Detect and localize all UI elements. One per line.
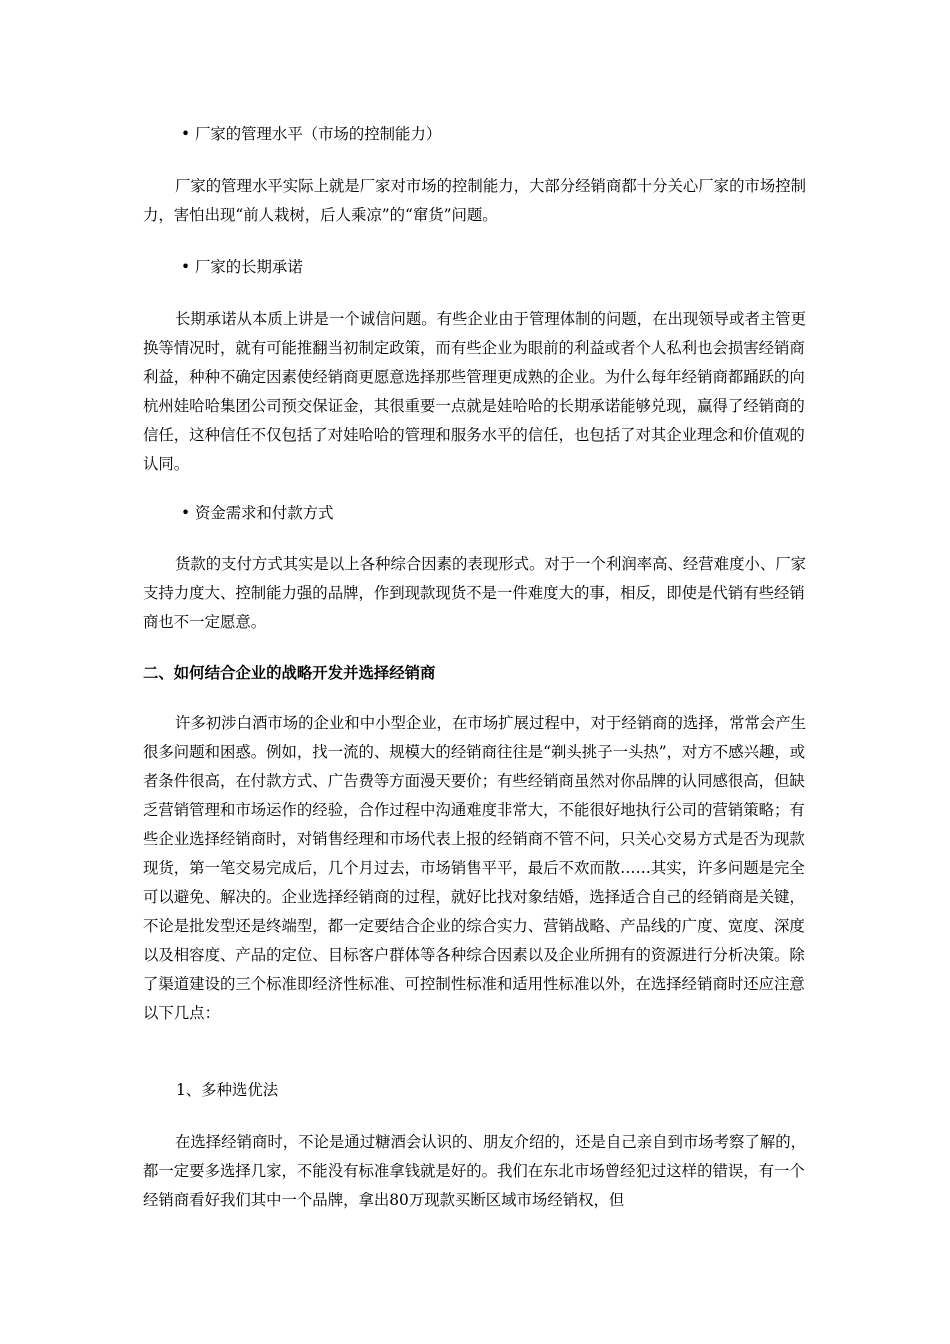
paragraph-dealer-selection: 许多初涉白酒市场的企业和中小型企业，在市场扩展过程中，对于经销商的选择，常常会产生很多问题和困惑。例如，找一流的、规模大的经销商往往是“剃头挑子一头热”，对方不感兴趣，或者条件很高，在付款方式、广告费等方面漫天要价；有些经销商虽然对你品牌的认同感很高，但缺乏营销管理和市场运作的经验，合作过程中沟通难度非常大，不能很好地执行公司的营销策略；有些企业选择经销商时，对销售经理和市场代表上报的经销商不管不问，只关心交易方式是否为现款现货，第一笔交易完成后，几个月过去，市场销售平平，最后不欢而散……其实，许多问题是完全可以避免、解决的。企业选择经销商的过程，就好比找对象结婚，选择适合自己的经销商是关键，不论是批发型还是终端型，都一定要结合企业的综合实力、营销战略、产品线的广度、宽度、深度以及相容度、产品的定位、目标客户群体等各种综合因素以及企业所拥有的资源进行分析决策。除了渠道建设的三个标准即经济性标准、可控制性标准和适用性标准以外，在选择经销商时还应注意以下几点： — [143, 714, 807, 1022]
bullet-management-level: • 厂家的管理水平（市场的控制能力） — [181, 125, 442, 143]
paragraph-management-level: 厂家的管理水平实际上就是厂家对市场的控制能力，大部分经销商都十分关心厂家的市场控制力，害怕出现“前人栽树，后人乘凉”的“窜货”问题。 — [143, 177, 807, 224]
paragraph-funding-payment: 货款的支付方式其实是以上各种综合因素的表现形式。对于一个利润率高、经营难度小、厂家支持力度大、控制能力强的品牌，作到现款现货不是一件难度大的事，相反，即使是代销有些经销商也不一定愿意。 — [143, 555, 807, 631]
paragraph-long-term-commitment: 长期承诺从本质上讲是一个诚信问题。有些企业由于管理体制的问题，在出现领导或者主管更换等情况时，就有可能推翻当初制定政策，而有些企业为眼前的利益或者个人私利也会损害经销商利益，种种不确定因素使经销商更愿意选择那些管理更成熟的企业。为什么每年经销商都踊跃的向杭州娃哈哈集团公司预交保证金，其很重要一点就是娃哈哈的长期承诺能够兑现，赢得了经销商的信任，这种信任不仅包括了对娃哈哈的管理和服务水平的信任，也包括了对其企业理念和价值观的认同。 — [143, 310, 807, 473]
paragraph-multiple-choice: 在选择经销商时，不论是通过糖酒会认识的、朋友介绍的，还是自己亲自到市场考察了解的，都一定要多选择几家，不能没有标准拿钱就是好的。我们在东北市场曾经犯过这样的错误，有一个经销商看好我们其中一个品牌，拿出80万现款买断区域市场经销权，但 — [143, 1133, 807, 1209]
bullet-funding-payment: • 资金需求和付款方式 — [181, 504, 334, 522]
section-heading: 二、如何结合企业的战略开发并选择经销商 — [143, 664, 436, 682]
bullet-long-term-commitment: • 厂家的长期承诺 — [181, 258, 303, 276]
numbered-heading-multiple-choice: 1、多种选优法 — [176, 1081, 279, 1099]
